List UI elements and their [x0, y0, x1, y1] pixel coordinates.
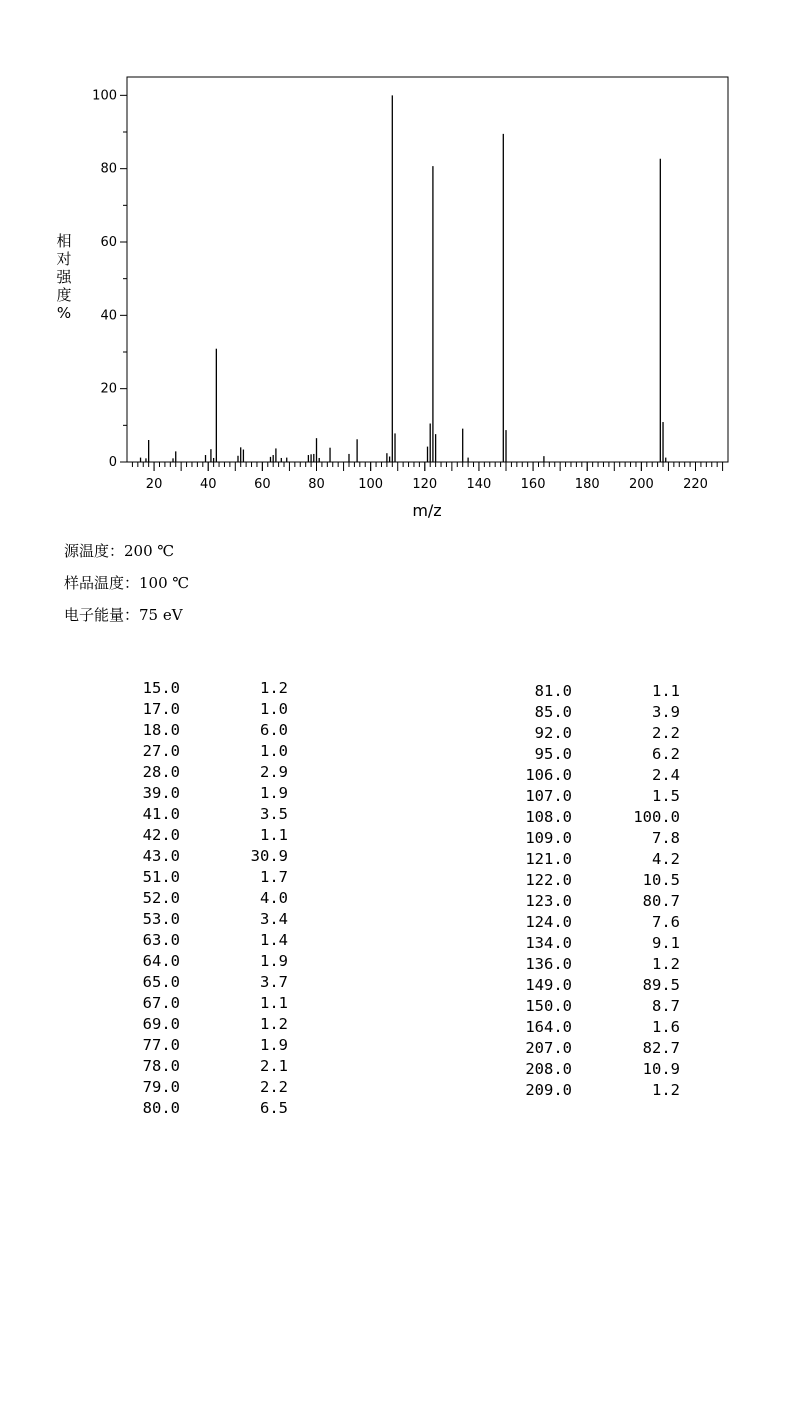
peak-intensity: 1.9: [260, 952, 288, 970]
condition-value: 75 eV: [139, 606, 183, 624]
peak-intensity: 89.5: [642, 976, 680, 994]
peak-mz: 52.0: [142, 889, 180, 907]
peak-intensity: 1.1: [260, 994, 288, 1012]
peak-mz: 149.0: [525, 976, 572, 994]
peak-mz: 107.0: [525, 787, 572, 805]
peak-intensity: 1.2: [652, 955, 680, 973]
x-tick-label: 220: [683, 477, 708, 492]
peak-intensity: 6.5: [260, 1099, 288, 1117]
peak-row: [500, 891, 680, 912]
peak-mz: 64.0: [142, 952, 180, 970]
peak-mz: 92.0: [534, 724, 572, 742]
peak-mz: 109.0: [525, 829, 572, 847]
peak-row: [500, 975, 680, 996]
peak-row: [118, 804, 288, 825]
peak-row: [118, 699, 288, 720]
peak-intensity: 80.7: [642, 892, 680, 910]
peak-row: [118, 762, 288, 783]
x-tick-label: 40: [199, 477, 217, 492]
peak-intensity: 7.6: [652, 913, 680, 931]
x-tick-label: 60: [254, 477, 271, 492]
peak-intensity: 1.4: [260, 931, 288, 949]
peak-intensity: 2.4: [652, 766, 680, 784]
peak-mz: 42.0: [142, 826, 180, 844]
peak-intensity: 1.0: [260, 700, 288, 718]
peak-intensity: 10.9: [642, 1060, 680, 1078]
peak-table-right: [500, 681, 680, 1101]
peak-row: [118, 867, 288, 888]
peak-row: [500, 786, 680, 807]
condition-row: [64, 602, 189, 634]
peak-intensity: 1.2: [260, 679, 288, 697]
peak-intensity: 6.0: [260, 721, 288, 739]
peak-intensity: 2.2: [652, 724, 680, 742]
condition-row: [64, 570, 189, 602]
spectrum-peaks: [141, 95, 666, 462]
peak-intensity: 1.7: [260, 868, 288, 886]
peak-intensity: 9.1: [652, 934, 680, 952]
peak-row: [500, 996, 680, 1017]
peak-intensity: 7.8: [652, 829, 680, 847]
peak-mz: 134.0: [525, 934, 572, 952]
peak-mz: 81.0: [534, 682, 572, 700]
peak-intensity: 3.5: [260, 805, 288, 823]
peak-mz: 18.0: [142, 721, 180, 739]
peak-mz: 79.0: [142, 1078, 180, 1096]
peak-row: [118, 972, 288, 993]
peak-row: [500, 933, 680, 954]
peak-mz: 123.0: [525, 892, 572, 910]
peak-mz: 122.0: [525, 871, 572, 889]
condition-label: 电子能量：: [64, 606, 140, 624]
peak-row: [118, 888, 288, 909]
peak-mz: 69.0: [142, 1015, 180, 1033]
condition-value: 200 ℃: [124, 542, 175, 560]
peak-row: [500, 954, 680, 975]
peak-row: [118, 930, 288, 951]
peak-mz: 65.0: [142, 973, 180, 991]
peak-mz: 150.0: [525, 997, 572, 1015]
peak-row: [500, 807, 680, 828]
peak-table-left: [118, 678, 288, 1119]
peak-intensity: 8.7: [652, 997, 680, 1015]
condition-row: [64, 538, 189, 570]
peak-row: [500, 828, 680, 849]
peak-mz: 121.0: [525, 850, 572, 868]
peak-row: [500, 681, 680, 702]
peak-mz: 108.0: [525, 808, 572, 826]
peak-mz: 43.0: [142, 847, 180, 865]
x-tick-label: 180: [574, 477, 600, 492]
x-tick-label: 80: [308, 477, 325, 492]
x-tick-label: 200: [628, 477, 654, 492]
peak-intensity: 1.2: [260, 1015, 288, 1033]
peak-intensity: 1.1: [260, 826, 288, 844]
peak-row: [118, 951, 288, 972]
peak-intensity: 2.1: [260, 1057, 288, 1075]
peak-intensity: 1.2: [652, 1081, 680, 1099]
peak-intensity: 2.2: [260, 1078, 288, 1096]
peak-row: [118, 825, 288, 846]
peak-row: [500, 765, 680, 786]
peak-mz: 39.0: [142, 784, 180, 802]
peak-row: [500, 1038, 680, 1059]
peak-mz: 28.0: [142, 763, 180, 781]
peak-row: [500, 744, 680, 765]
peak-mz: 27.0: [142, 742, 180, 760]
axis-ticks: [92, 88, 722, 492]
peak-mz: 15.0: [142, 679, 180, 697]
peak-mz: 17.0: [142, 700, 180, 718]
peak-intensity: 3.4: [260, 910, 288, 928]
peak-intensity: 1.9: [260, 1036, 288, 1054]
peak-row: [118, 1098, 288, 1119]
peak-intensity: 10.5: [642, 871, 680, 889]
peak-intensity: 100.0: [633, 808, 680, 826]
peak-mz: 67.0: [142, 994, 180, 1012]
x-tick-label: 20: [145, 477, 163, 492]
peak-row: [500, 1080, 680, 1101]
peak-mz: 80.0: [142, 1099, 180, 1117]
instrument-conditions: [64, 538, 189, 634]
peak-intensity: 4.2: [652, 850, 680, 868]
x-tick-label: 100: [358, 477, 384, 492]
peak-intensity: 1.1: [652, 682, 680, 700]
peak-row: [118, 1014, 288, 1035]
y-tick-label: 100: [92, 88, 117, 104]
peak-mz: 106.0: [525, 766, 572, 784]
peak-intensity: 3.7: [260, 973, 288, 991]
y-tick-label: 40: [100, 308, 117, 324]
peak-intensity: 4.0: [260, 889, 288, 907]
peak-row: [500, 1017, 680, 1038]
y-tick-label: 20: [100, 381, 117, 397]
peak-row: [118, 783, 288, 804]
peak-mz: 95.0: [534, 745, 572, 763]
y-tick-label: 0: [108, 455, 117, 470]
peak-intensity: 2.9: [260, 763, 288, 781]
peak-row: [500, 1059, 680, 1080]
peak-mz: 63.0: [142, 931, 180, 949]
peak-row: [118, 1035, 288, 1056]
peak-intensity: 3.9: [652, 703, 680, 721]
x-axis-label: m/z: [412, 501, 442, 520]
condition-value: 100 ℃: [139, 574, 190, 592]
plot-frame: [127, 77, 728, 462]
x-tick-label: 160: [520, 477, 546, 492]
peak-mz: 209.0: [525, 1081, 572, 1099]
peak-mz: 51.0: [142, 868, 180, 886]
mass-spectrum-chart: [0, 0, 794, 530]
y-tick-label: 60: [100, 235, 117, 250]
peak-intensity: 30.9: [250, 847, 288, 865]
peak-intensity: 1.0: [260, 742, 288, 760]
peak-mz: 53.0: [142, 910, 180, 928]
peak-mz: 78.0: [142, 1057, 180, 1075]
peak-intensity: 1.5: [652, 787, 680, 805]
peak-row: [118, 720, 288, 741]
peak-row: [118, 741, 288, 762]
y-tick-label: 80: [100, 161, 117, 177]
peak-mz: 208.0: [525, 1060, 572, 1078]
peak-mz: 85.0: [534, 703, 572, 721]
peak-mz: 136.0: [525, 955, 572, 973]
peak-intensity: 6.2: [652, 745, 680, 763]
peak-intensity: 1.9: [260, 784, 288, 802]
peak-mz: 164.0: [525, 1018, 572, 1036]
y-axis-label: 相对强度%: [56, 232, 72, 322]
peak-row: [118, 1077, 288, 1098]
peak-row: [118, 678, 288, 699]
condition-label: 样品温度：: [64, 574, 140, 592]
peak-row: [118, 993, 288, 1014]
peak-row: [118, 909, 288, 930]
peak-intensity: 1.6: [652, 1018, 680, 1036]
peak-mz: 124.0: [525, 913, 572, 931]
peak-intensity: 82.7: [642, 1039, 680, 1057]
peak-row: [500, 849, 680, 870]
peak-row: [500, 870, 680, 891]
peak-mz: 41.0: [142, 805, 180, 823]
peak-row: [118, 846, 288, 867]
x-tick-label: 120: [412, 477, 438, 492]
peak-row: [118, 1056, 288, 1077]
peak-row: [500, 702, 680, 723]
peak-mz: 207.0: [525, 1039, 572, 1057]
x-tick-label: 140: [466, 477, 492, 492]
peak-mz: 77.0: [142, 1036, 180, 1054]
peak-row: [500, 723, 680, 744]
peak-row: [500, 912, 680, 933]
condition-label: 源温度：: [64, 542, 125, 560]
